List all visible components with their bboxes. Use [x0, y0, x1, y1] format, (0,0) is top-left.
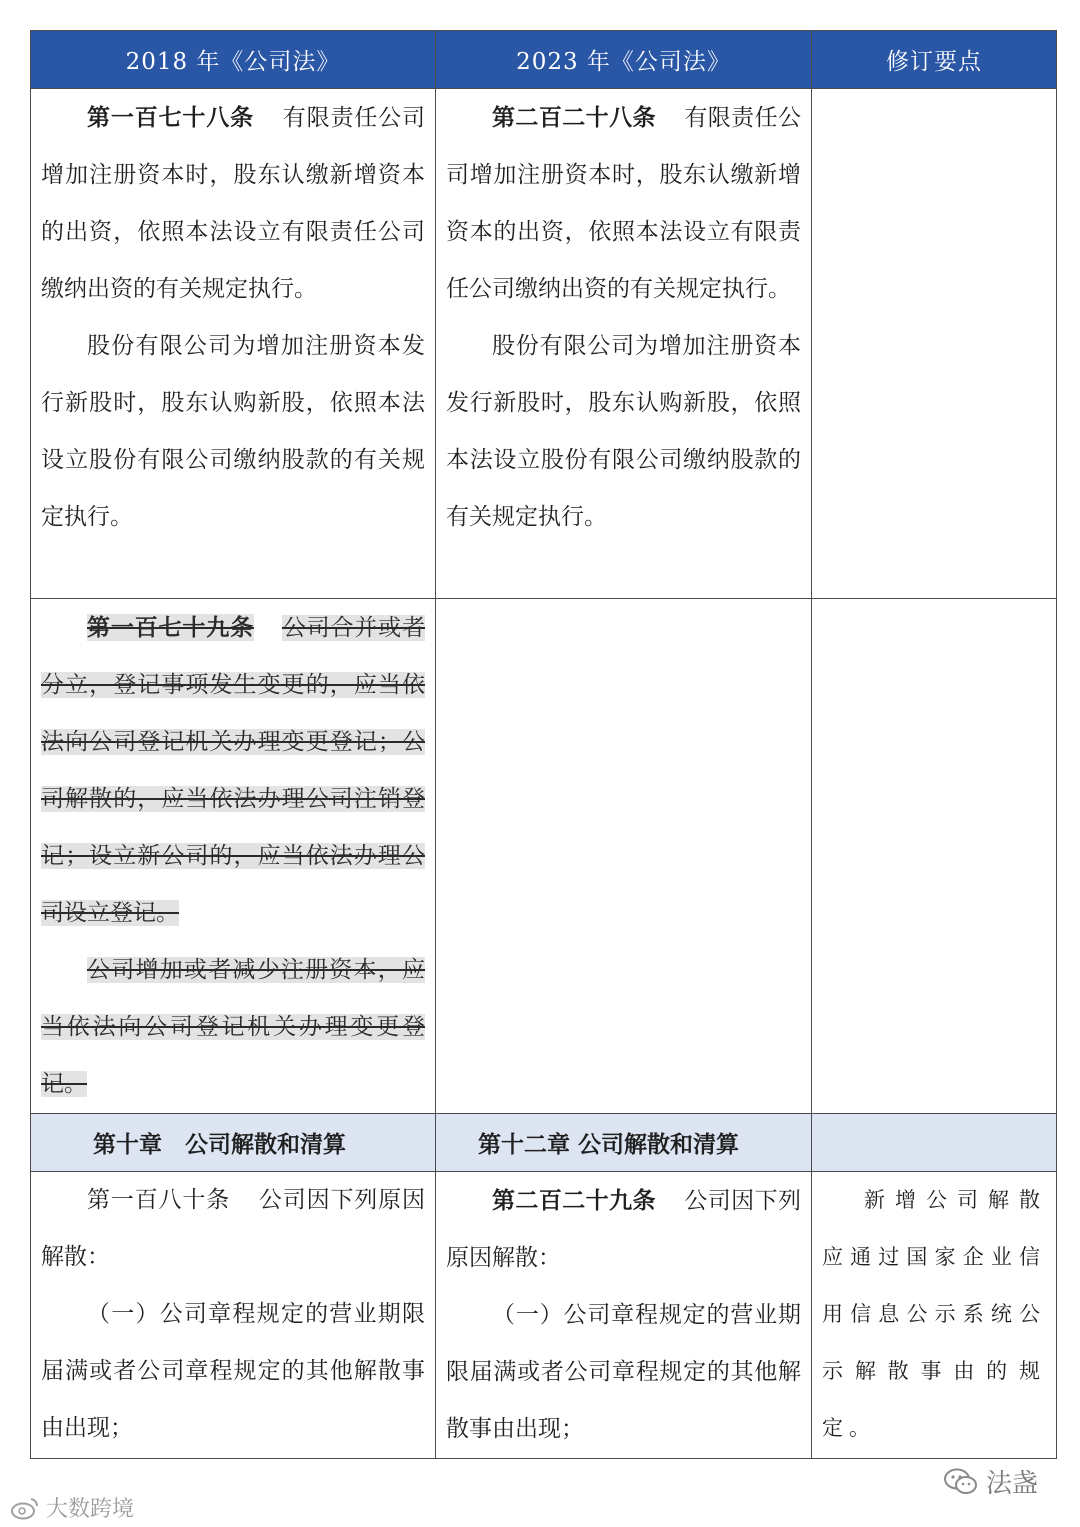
header-2023-law: 2023 年《公司法》 — [436, 31, 812, 89]
paragraph: 股份有限公司为增加注册资本发行新股时，股东认购新股，依照本法设立股份有限公司缴纳股款的有关规定执行。 — [41, 333, 425, 530]
article-number: 第二百二十八条 — [492, 104, 656, 131]
article-text: 公司合并或者分立，登记事项发生变更的，应当依法向公司登记机关办理变更登记；公司解散的，应当依法办理公司注销登记；设立新公司的，应当依法办理公司设立登记。 — [41, 615, 426, 926]
article-number: 第一百八十条 — [87, 1187, 231, 1213]
paragraph: （一）公司章程规定的营业期限届满或者公司章程规定的其他解散事由出现； — [41, 1301, 425, 1441]
chapter-2018: 第十章 公司解散和清算 — [31, 1114, 436, 1172]
row-article-179-deleted — [31, 599, 1057, 1114]
cell-revision-note-empty — [812, 89, 1057, 599]
wechat-icon — [944, 1468, 978, 1496]
row-article-178 — [31, 89, 1057, 599]
article-text: 公司因下列原因解散： — [446, 1188, 802, 1271]
comparison-table — [30, 30, 1057, 1459]
cell-2023-article-228 — [436, 89, 812, 599]
article-text: 有限责任公司增加注册资本时，股东认缴新增资本的出资，依照本法设立有限责任公司缴纳出资的有关规定执行。 — [446, 105, 802, 302]
watermark-right-text: 法盏 — [986, 1469, 1039, 1499]
revision-note-text: 新增公司解散应通过国家企业信用信息公示系统公示解散事由的规定。 — [822, 1188, 1046, 1440]
header-revision-points: 修订要点 — [812, 31, 1057, 89]
paragraph — [41, 89, 425, 318]
watermark-left — [10, 1492, 134, 1523]
article-number: 第一百七十九条 — [87, 614, 254, 641]
header-row — [31, 31, 1057, 89]
watermark-left-text: 大数跨境 — [46, 1497, 135, 1522]
chapter-note-empty — [812, 1114, 1057, 1172]
article-number: 第二百二十九条 — [492, 1187, 656, 1214]
paragraph — [446, 89, 801, 318]
chapter-row — [31, 1114, 1057, 1172]
row-article-180 — [31, 1172, 1057, 1459]
cell-2018-article-178 — [31, 89, 436, 599]
header-2018-law: 2018 年《公司法》 — [31, 31, 436, 89]
deleted-paragraph — [41, 599, 425, 942]
cell-2023-empty — [436, 599, 812, 1114]
article-number: 第一百七十八条 — [87, 104, 254, 131]
cell-2018-article-180 — [31, 1172, 436, 1459]
chapter-2023: 第十二章 公司解散和清算 — [436, 1114, 812, 1172]
paragraph: （一）公司章程规定的营业期限届满或者公司章程规定的其他解散事由出现； — [446, 1302, 801, 1442]
watermark-right — [944, 1463, 1038, 1500]
weibo-icon — [10, 1496, 40, 1520]
paragraph — [41, 1172, 425, 1286]
cell-revision-note — [812, 1172, 1057, 1459]
paragraph: 股份有限公司为增加注册资本发行新股时，股东认购新股，依照本法设立股份有限公司缴纳股款的有关规定执行。 — [446, 333, 801, 530]
paragraph — [446, 1172, 801, 1287]
cell-2023-article-229 — [436, 1172, 812, 1459]
article-text: 有限责任公司增加注册资本时，股东认缴新增资本的出资，依照本法设立有限责任公司缴纳出资的有关规定执行。 — [41, 105, 426, 302]
article-text: 公司因下列原因解散： — [41, 1187, 426, 1270]
cell-2018-article-179 — [31, 599, 436, 1114]
cell-revision-note-empty — [812, 599, 1057, 1114]
deleted-paragraph: 公司增加或者减少注册资本，应当依法向公司登记机关办理变更登记。 — [41, 957, 425, 1097]
